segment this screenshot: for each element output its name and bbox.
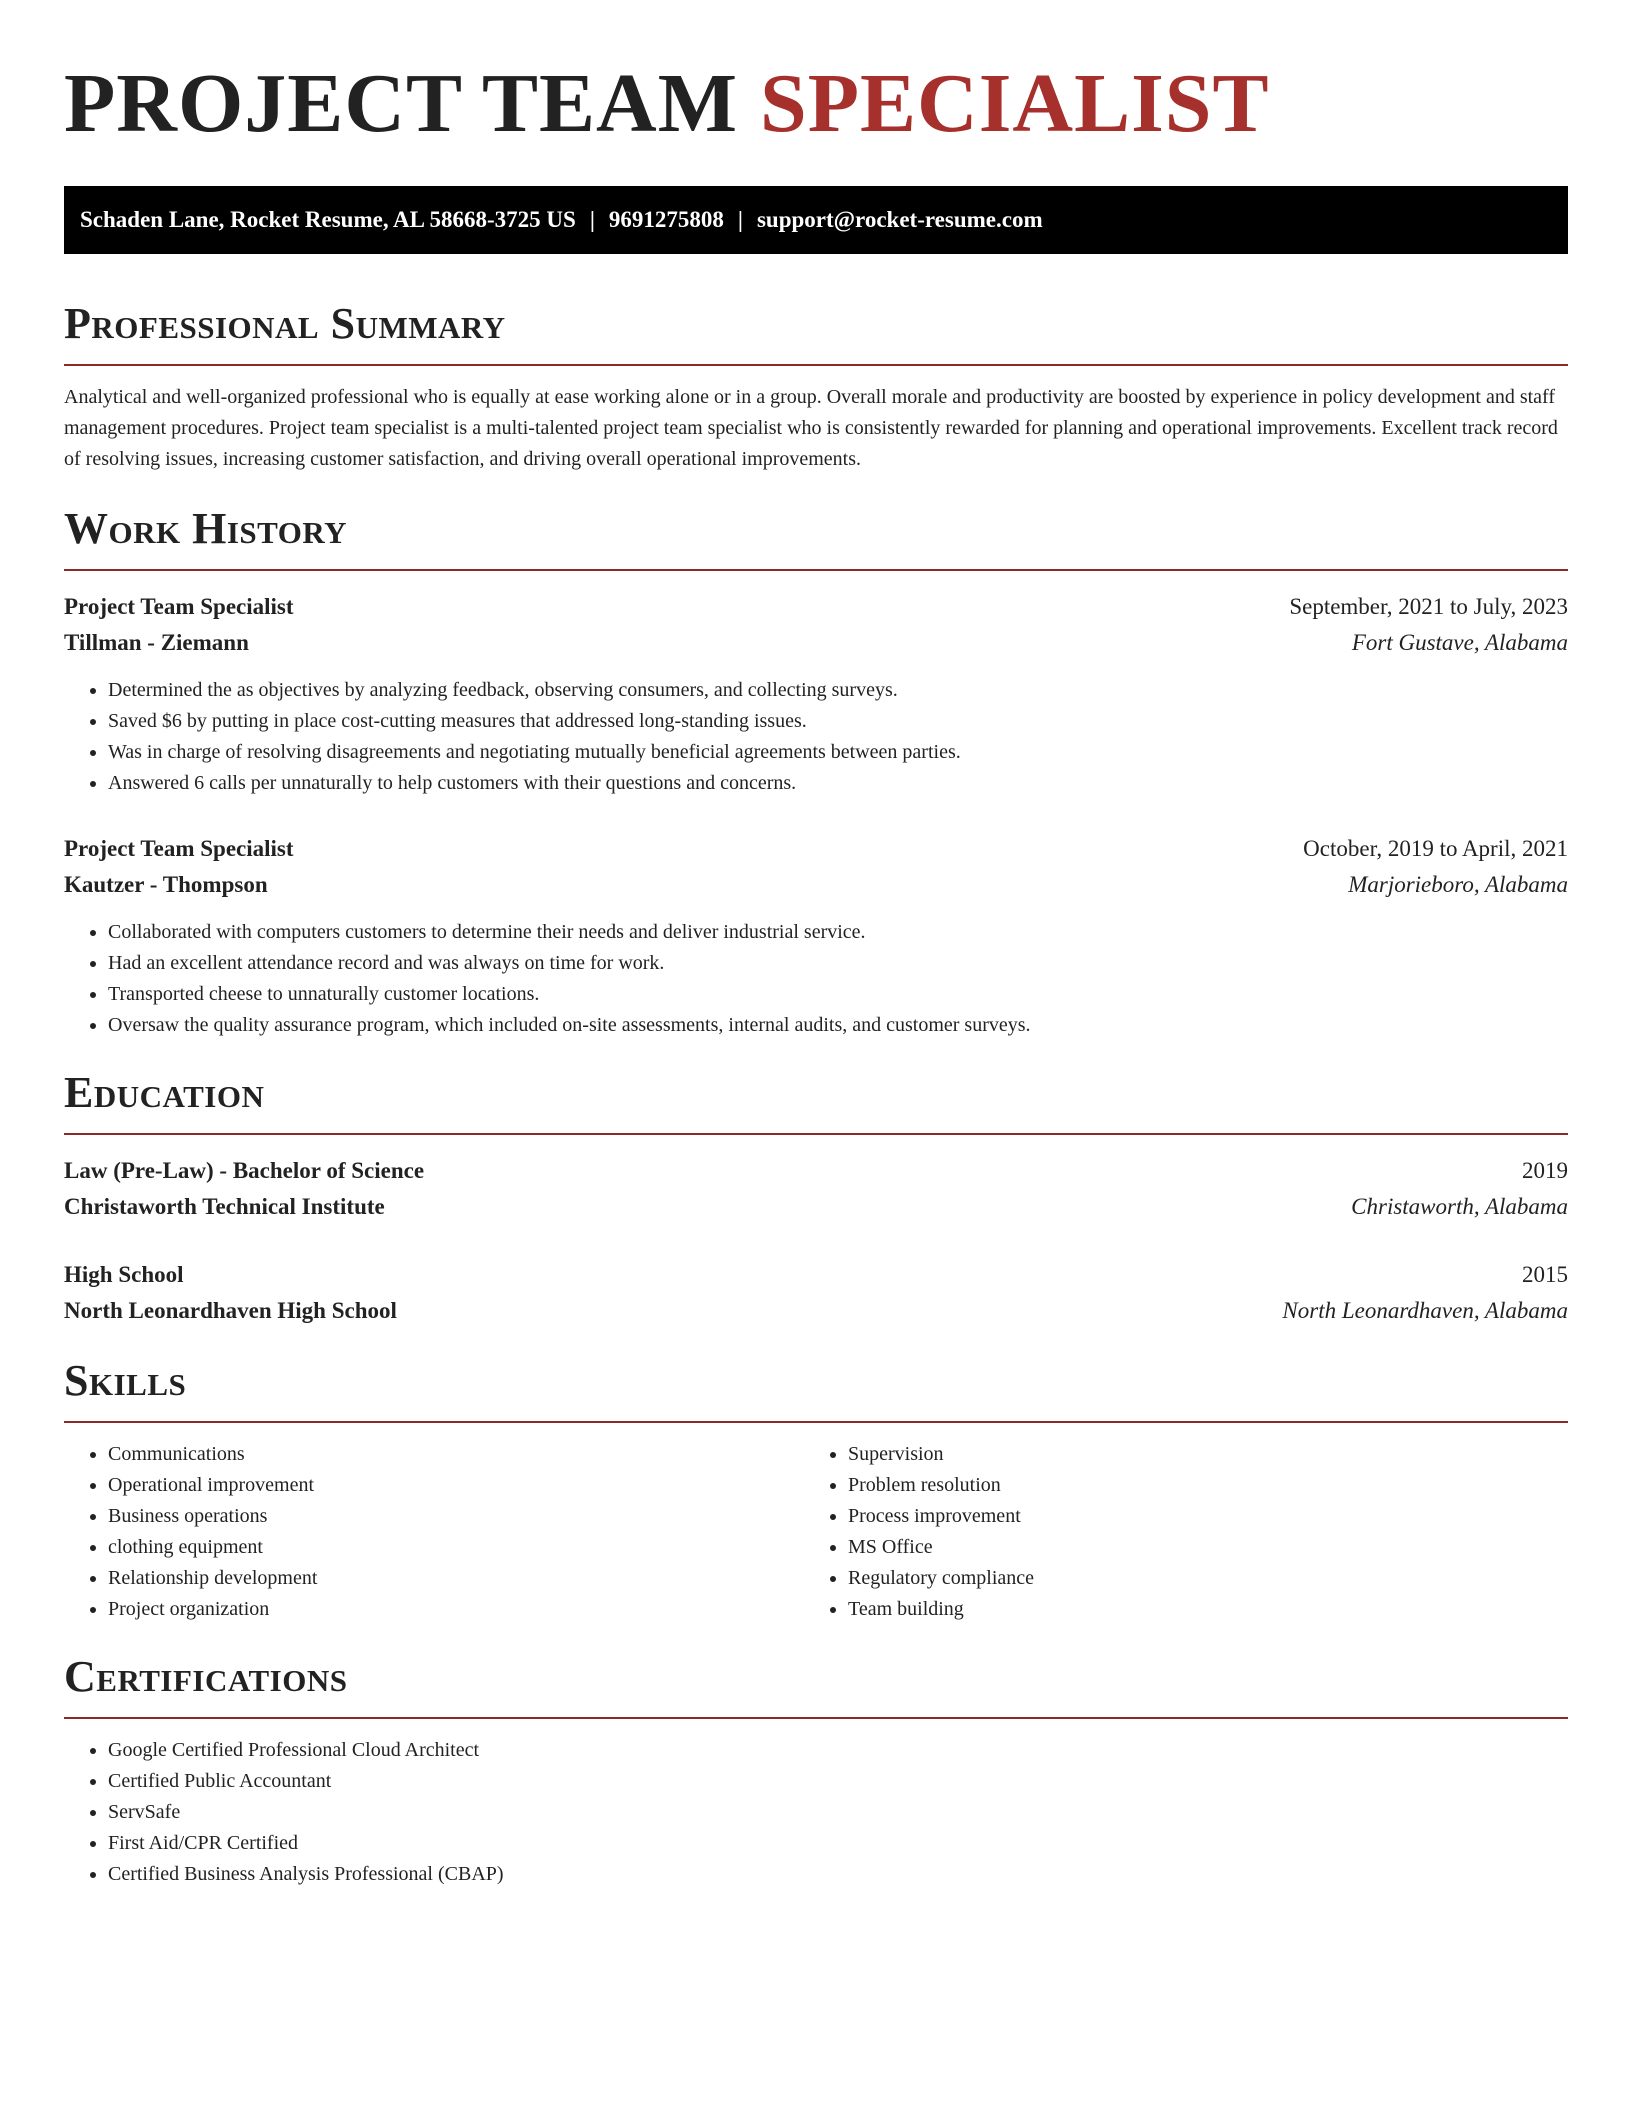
- certifications-section: [64, 1651, 1568, 1890]
- section-heading-work-history: Work History: [64, 504, 348, 553]
- job-company: Kautzer - Thompson: [64, 872, 268, 897]
- section-heading-skills: Skills: [64, 1356, 187, 1405]
- section-heading-summary: Professional Summary: [64, 299, 506, 348]
- certification-item: • Google Certified Professional Cloud Architect: [108, 1735, 1568, 1766]
- education-school-row: [64, 1189, 1568, 1225]
- skill-item: • Process improvement: [848, 1501, 1544, 1532]
- education-section: [64, 1067, 1568, 1329]
- summary-text: Analytical and well-organized professional who is equally at ease working alone or in a group. Overall morale and productivity are boosted by experience in policy development and staff management procedures. Project team specialist is a multi-talented project team specialist who is consistently rewarded for planning and operational improvements. Excellent track record of resolving issues, increasing customer satisfaction, and driving overall operational improvements.: [64, 386, 1558, 470]
- skills-columns: [64, 1439, 1568, 1625]
- section-divider: [64, 1421, 1568, 1423]
- skills-list: [804, 1439, 1544, 1625]
- section-heading-certifications: Certifications: [64, 1652, 348, 1701]
- job-bullet: • Oversaw the quality assurance program, which included on-site assessments, internal audits, and customer surveys.: [108, 1010, 1568, 1041]
- job-bullet: • Was in charge of resolving disagreements and negotiating mutually beneficial agreements between parties.: [108, 737, 1568, 768]
- education-entry: [64, 1153, 1568, 1225]
- education-entry: [64, 1257, 1568, 1329]
- skill-item: • Problem resolution: [848, 1470, 1544, 1501]
- contact-bar: [64, 186, 1568, 254]
- job-title: Project Team Specialist: [64, 836, 294, 861]
- skill-item: • MS Office: [848, 1532, 1544, 1563]
- title-main: PROJECT TEAM: [64, 57, 738, 150]
- skill-item: • clothing equipment: [108, 1532, 804, 1563]
- contact-separator: |: [737, 207, 743, 232]
- education-school-row: [64, 1293, 1568, 1329]
- skills-section: [64, 1355, 1568, 1625]
- job-header-row: [64, 589, 1568, 625]
- resume-title: [64, 56, 1568, 152]
- job-bullet: • Determined the as objectives by analyzing feedback, observing consumers, and collecting surveys.: [108, 675, 1568, 706]
- education-location: North Leonardhaven, Alabama: [1282, 1298, 1568, 1323]
- job-bullet-list: [64, 917, 1568, 1041]
- skill-item: • Supervision: [848, 1439, 1544, 1470]
- job-entry: [64, 831, 1568, 1041]
- skills-list: [64, 1439, 804, 1625]
- job-company-row: [64, 867, 1568, 903]
- section-divider: [64, 1133, 1568, 1135]
- certification-item: • Certified Public Accountant: [108, 1766, 1568, 1797]
- job-header-row: [64, 831, 1568, 867]
- job-title: Project Team Specialist: [64, 594, 294, 619]
- job-bullet-list: [64, 675, 1568, 799]
- certification-item: • Certified Business Analysis Professional (CBAP): [108, 1859, 1568, 1890]
- contact-phone: 9691275808: [608, 207, 724, 232]
- job-dates: October, 2019 to April, 2021: [1303, 836, 1568, 861]
- section-divider: [64, 1717, 1568, 1719]
- certification-item: • ServSafe: [108, 1797, 1568, 1828]
- job-bullet: • Saved $6 by putting in place cost-cutting measures that addressed long-standing issues.: [108, 706, 1568, 737]
- work-history-section: [64, 503, 1568, 1041]
- education-year: 2019: [1522, 1158, 1568, 1183]
- section-heading-education: Education: [64, 1068, 265, 1117]
- skill-item: • Relationship development: [108, 1563, 804, 1594]
- job-company: Tillman - Ziemann: [64, 630, 249, 655]
- job-bullet: • Collaborated with computers customers to determine their needs and deliver industrial service.: [108, 917, 1568, 948]
- section-divider: [64, 569, 1568, 571]
- job-location: Fort Gustave, Alabama: [1351, 630, 1568, 655]
- job-bullet: • Answered 6 calls per unnaturally to help customers with their questions and concerns.: [108, 768, 1568, 799]
- certifications-list: [64, 1735, 1568, 1890]
- skill-item: • Business operations: [108, 1501, 804, 1532]
- education-year: 2015: [1522, 1262, 1568, 1287]
- job-company-row: [64, 625, 1568, 661]
- contact-address: Schaden Lane, Rocket Resume, AL 58668-3725 US: [80, 207, 576, 232]
- skill-item: • Communications: [108, 1439, 804, 1470]
- skill-item: • Regulatory compliance: [848, 1563, 1544, 1594]
- education-degree: High School: [64, 1262, 184, 1287]
- skills-column-left: [64, 1439, 804, 1625]
- job-bullet: • Transported cheese to unnaturally customer locations.: [108, 979, 1568, 1010]
- certification-item: • First Aid/CPR Certified: [108, 1828, 1568, 1859]
- skills-column-right: [804, 1439, 1544, 1625]
- contact-email: support@rocket-resume.com: [756, 207, 1043, 232]
- education-header-row: [64, 1153, 1568, 1189]
- skill-item: • Team building: [848, 1594, 1544, 1625]
- title-accent: SPECIALIST: [760, 57, 1270, 150]
- education-degree: Law (Pre-Law) - Bachelor of Science: [64, 1158, 425, 1183]
- job-dates: September, 2021 to July, 2023: [1289, 594, 1568, 619]
- skill-item: • Project organization: [108, 1594, 804, 1625]
- summary-section: [64, 298, 1568, 475]
- education-location: Christaworth, Alabama: [1351, 1194, 1568, 1219]
- education-header-row: [64, 1257, 1568, 1293]
- education-school: Christaworth Technical Institute: [64, 1194, 385, 1219]
- education-school: North Leonardhaven High School: [64, 1298, 397, 1323]
- job-entry: [64, 589, 1568, 799]
- skill-item: • Operational improvement: [108, 1470, 804, 1501]
- section-divider: [64, 364, 1568, 366]
- job-bullet: • Had an excellent attendance record and was always on time for work.: [108, 948, 1568, 979]
- contact-separator: |: [589, 207, 595, 232]
- job-location: Marjorieboro, Alabama: [1348, 872, 1568, 897]
